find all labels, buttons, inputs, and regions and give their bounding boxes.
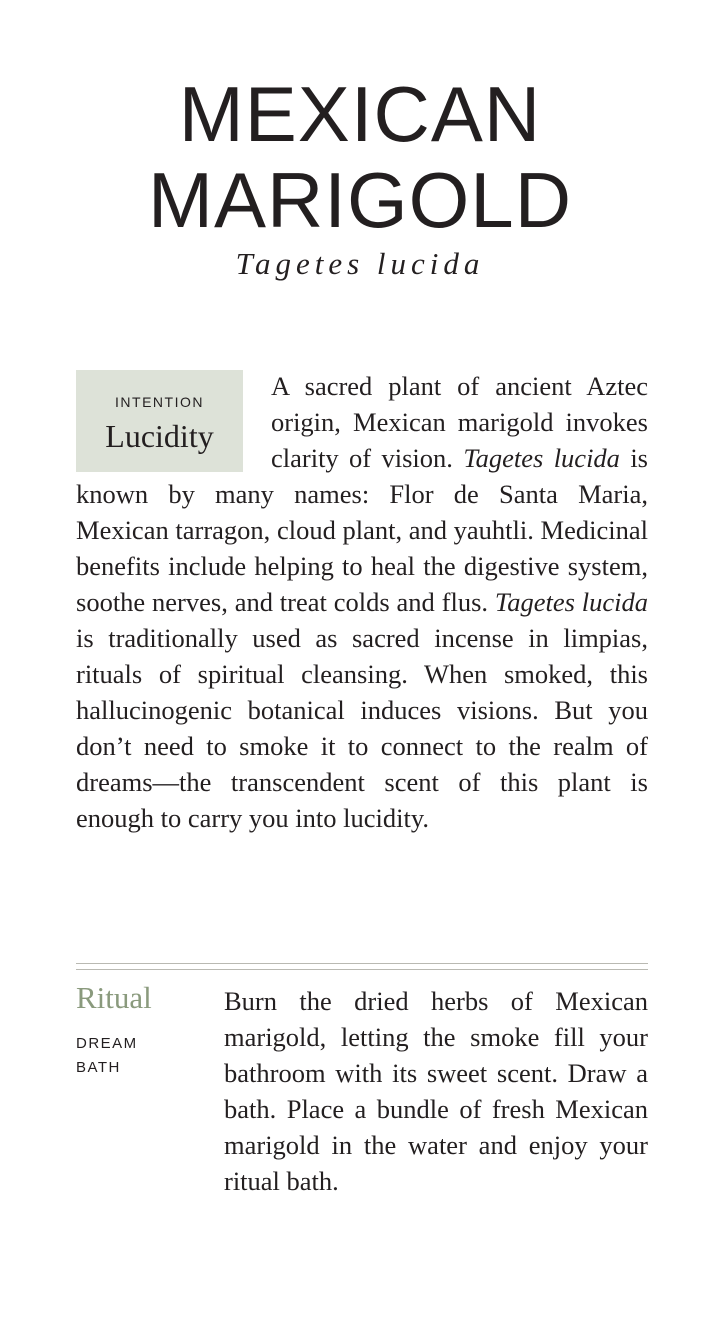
description-part1: A sacred plant of ancient Aztec origin, Mexican marigold invokes clarity of vision. (271, 371, 648, 473)
page-title-line2: MARIGOLD (147, 156, 573, 244)
section-divider-bottom (76, 969, 648, 970)
page-title-line1: MEXICAN (178, 70, 542, 158)
latin-name: Tagetes lucida (235, 246, 485, 281)
ritual-subtitle (76, 1032, 138, 1080)
intention-label: INTENTION (115, 394, 204, 410)
intention-box-spacer (76, 368, 243, 476)
description-latin-1: Tagetes lucida (463, 443, 620, 473)
ritual-subtitle-line2: BATH (76, 1059, 121, 1076)
ritual-text: Burn the dried herbs of Mexican marigold, letting the smoke fill your bathroom with its sweet scent. Draw a bath. Place a bundle of fresh Mexican marigold in the water and enjoy your ritual bath. (224, 986, 648, 1196)
description-part3: is traditionally used as sacred incense in limpias, rituals of spiritual cleansing. When smoked, this hallucinogenic botanical induces visions. But you don’t need to smoke it to connect to the realm of dreams—the transcendent scent of this plant is enough to carry you into lucidity. (76, 623, 648, 833)
description-part2: is known by many names: Flor de Santa Maria, Mexican tarragon, cloud plant, and yauhtli. Medicinal benefits include helping to heal the digestive system, soothe nerves, and treat colds and flus. (76, 443, 648, 617)
section-divider-top (76, 963, 648, 964)
ritual-subtitle-line1: DREAM (76, 1035, 138, 1052)
intention-value: Lucidity (105, 418, 214, 454)
description-latin-2: Tagetes lucida (494, 587, 648, 617)
ritual-title: Ritual (76, 980, 152, 1015)
description-block (76, 368, 648, 836)
